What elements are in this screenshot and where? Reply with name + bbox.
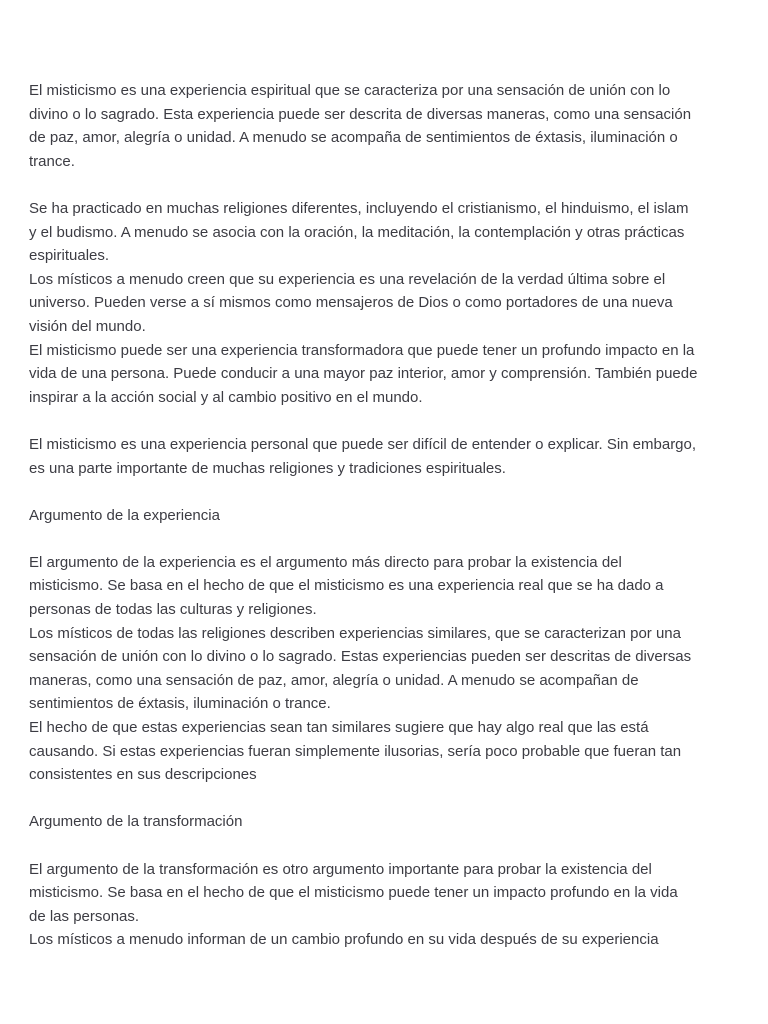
text-line: El argumento de la transformación es otro argumento importante para probar la existencia del: [29, 860, 652, 878]
section-heading-transformation: [29, 810, 741, 834]
text-line: vida de una persona. Puede conducir a una mayor paz interior, amor y comprensión. También puede: [29, 365, 698, 383]
text-line: Los místicos a menudo creen que su experiencia es una revelación de la verdad última sobre el: [29, 270, 666, 288]
paragraph-gap: [29, 480, 741, 504]
text-line: y el budismo. A menudo se asocia con la oración, la meditación, la contemplación y otras prácticas: [29, 223, 685, 241]
text-line: El hecho de que estas experiencias sean tan similares sugiere que hay algo real que las está: [29, 719, 649, 737]
section-heading: Argumento de la transformación: [29, 813, 243, 831]
text-line: consistentes en sus descripciones: [29, 766, 257, 784]
text-line: El misticismo es una experiencia espiritual que se caracteriza por una sensación de unión con lo: [29, 82, 671, 99]
text-line: sensación de unión con lo divino o lo sagrado. Estas experiencias pueden ser descritas de diversas: [29, 648, 692, 666]
text-line: misticismo. Se basa en el hecho de que el misticismo puede tener un impacto profundo en la vida: [29, 884, 678, 902]
text-line: divino o lo sagrado. Esta experiencia puede ser descrita de diversas maneras, como una sensación: [29, 105, 692, 123]
text-line: es una parte importante de muchas religiones y tradiciones espirituales.: [29, 459, 506, 477]
text-line: visión del mundo.: [29, 317, 146, 335]
paragraph-gap: [29, 409, 741, 433]
text-line: Los místicos a menudo informan de un cambio profundo en su vida después de su experiencia: [29, 931, 659, 949]
paragraph-experience-argument: [29, 551, 741, 787]
paragraph-gap: [29, 834, 741, 858]
text-line: maneras, como una sensación de paz, amor, alegría o unidad. A menudo se acompañan de: [29, 671, 639, 689]
paragraph-personal: [29, 433, 741, 480]
section-heading: Argumento de la experiencia: [29, 506, 220, 524]
text-line: El misticismo puede ser una experiencia transformadora que puede tener un profundo impacto en la: [29, 341, 695, 359]
text-line: El misticismo es una experiencia personal que puede ser difícil de entender o explicar. Sin embargo,: [29, 435, 697, 453]
document-body: [29, 79, 741, 952]
text-line: universo. Pueden verse a sí mismos como mensajeros de Dios o como portadores de una nueva: [29, 294, 673, 312]
paragraph-gap: [29, 527, 741, 551]
text-line: Los místicos de todas las religiones describen experiencias similares, que se caracterizan por una: [29, 624, 681, 642]
paragraph-practice: [29, 197, 741, 409]
paragraph-gap: [29, 787, 741, 811]
text-line: espirituales.: [29, 247, 110, 265]
paragraph-transformation-argument: [29, 858, 741, 952]
text-line: inspirar a la acción social y al cambio positivo en el mundo.: [29, 388, 423, 406]
text-line: sentimientos de éxtasis, iluminación o trance.: [29, 695, 331, 713]
text-line: de las personas.: [29, 907, 140, 925]
text-line: causando. Si estas experiencias fueran simplemente ilusorias, sería poco probable que fueran tan: [29, 742, 682, 760]
text-line: trance.: [29, 152, 75, 170]
text-line: Se ha practicado en muchas religiones diferentes, incluyendo el cristianismo, el hinduismo, el islam: [29, 199, 689, 217]
paragraph-gap: [29, 173, 741, 197]
text-line: de paz, amor, alegría o unidad. A menudo se acompaña de sentimientos de éxtasis, iluminación o: [29, 129, 678, 147]
text-line: El argumento de la experiencia es el argumento más directo para probar la existencia del: [29, 553, 622, 571]
text-line: misticismo. Se basa en el hecho de que el misticismo es una experiencia real que se ha dado a: [29, 577, 664, 595]
section-heading-experience: [29, 504, 741, 528]
paragraph-intro: [29, 79, 741, 173]
text-line: personas de todas las culturas y religiones.: [29, 601, 317, 619]
